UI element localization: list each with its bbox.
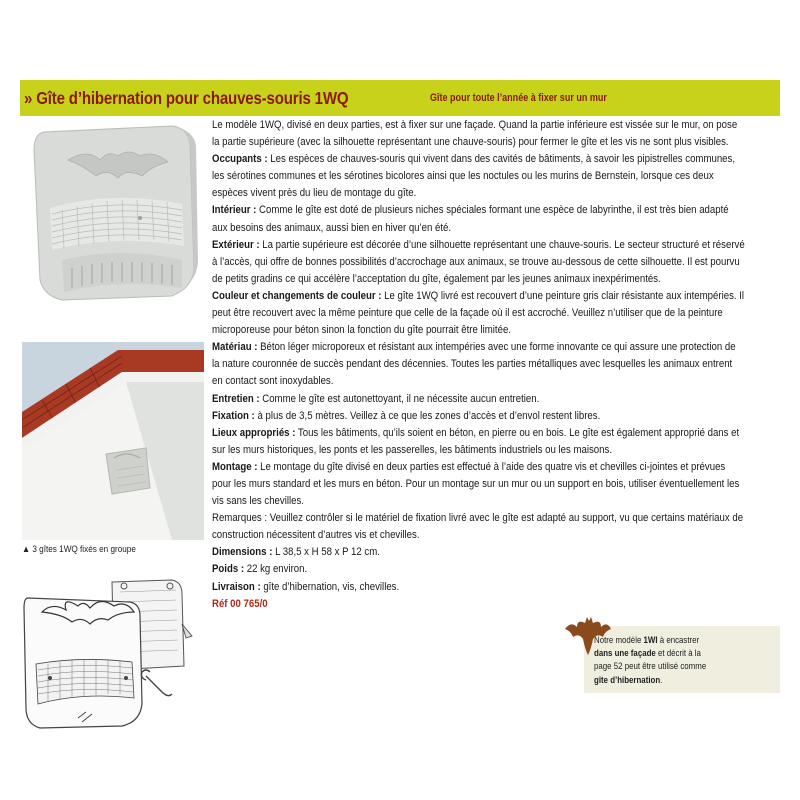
occupants-text: Les espèces de chauves-souris qui vivent dans des cavités de bâtiments, à savoir les pipistrelles communes, les sérotines communes et les sérotines bicolores ainsi que les noctules ou les murins de Bernstein, lorsque ces deux espèces vivent près du lieu de montage du gîte. bbox=[212, 153, 736, 200]
note-model-name: 1WI bbox=[643, 635, 658, 646]
dimensions-paragraph bbox=[212, 544, 745, 561]
note-line-1-end: à encastrer bbox=[657, 635, 700, 646]
note-line-2-text: et décrit à la bbox=[655, 648, 701, 660]
exterieur-label: Extérieur : bbox=[212, 238, 260, 251]
note-text bbox=[594, 634, 777, 687]
dimensions-label: Dimensions : bbox=[212, 546, 273, 559]
intro-paragraph: Le modèle 1WQ, divisé en deux parties, est à fixer sur une façade. Quand la partie inférieure est vissée sur le mur, on pose la partie supérieure (avec la silhouette représentant une chauve-souris) pour fermer le gîte et les vis ne sont plus visibles. bbox=[212, 119, 738, 149]
product-photo bbox=[22, 120, 204, 310]
lieux-paragraph bbox=[212, 425, 745, 459]
entretien-text: Comme le gîte est autonettoyant, il ne nécessite aucun entretien. bbox=[259, 392, 540, 405]
materiau-paragraph bbox=[212, 339, 745, 390]
page-subtitle: Gîte pour toute l’année à fixer sur un mur bbox=[430, 92, 607, 104]
livraison-label: Livraison : bbox=[212, 580, 261, 593]
poids-text: 22 kg environ. bbox=[244, 563, 308, 576]
exterieur-text: La partie supérieure est décorée d’une silhouette représentant une chauve-souris. Le secteur structuré et réservé à l’accès, qui offre de bonnes possibilités d’accrochage aux animaux, se trouve au-dessous de cette silhouette. Il est pourvu de petits gradins ce qui accélère l’acceptation du gîte, également par les jeunes animaux inexpérimentés. bbox=[212, 238, 745, 285]
note-line-2-bold: dans une façade bbox=[594, 648, 656, 660]
lieux-label: Lieux appropriés : bbox=[212, 426, 296, 439]
materiau-label: Matériau : bbox=[212, 341, 258, 354]
fixation-label: Fixation : bbox=[212, 409, 255, 422]
occupants-label: Occupants : bbox=[212, 153, 268, 166]
montage-paragraph bbox=[212, 459, 745, 510]
page-title: » Gîte d’hibernation pour chauves-souris 1WQ bbox=[24, 87, 349, 108]
interieur-paragraph bbox=[212, 202, 745, 236]
note-line-4 bbox=[594, 674, 777, 687]
note-line-3: page 52 peut être utilisé comme bbox=[594, 661, 707, 673]
remarques-paragraph: Remarques : Veuillez contrôler si le matériel de fixation livré avec le gîte est adapté au support, vu que certains matériaux de construction nécessitent d’autres vis et chevilles. bbox=[212, 512, 744, 542]
occupants-paragraph bbox=[212, 151, 745, 202]
dimensions-text: L 38,5 x H 58 x P 12 cm. bbox=[272, 546, 380, 559]
note-line-4-bold: gîte d’hibernation bbox=[594, 674, 661, 686]
fixation-text: à plus de 3,5 mètres. Veillez à ce que les zones d’accès et d’envol restent libres. bbox=[254, 409, 601, 422]
couleur-label: Couleur et changements de couleur : bbox=[212, 289, 382, 302]
note-line-1-text: Notre modèle bbox=[594, 635, 644, 646]
materiau-text: Béton léger microporeux et résistant aux intempéries avec une forme innovante ce qui assure une protection de la nature couronnée de succès pendant des décennies. Toutes les parties métalliques avec lesquelles les animaux entrent en contact sont inoxydables. bbox=[212, 341, 736, 388]
installation-drawing bbox=[22, 572, 204, 734]
livraison-text: gîte d’hibernation, vis, chevilles. bbox=[260, 580, 400, 593]
interieur-text: Comme le gîte est doté de plusieurs niches spéciales formant une espèce de labyrinthe, il est très bien adapté aux besoins des animaux, aussi bien en hiver qu’en été. bbox=[212, 204, 729, 234]
description-text bbox=[212, 117, 745, 613]
header-bar bbox=[20, 80, 780, 116]
poids-label: Poids : bbox=[212, 563, 245, 576]
livraison-paragraph bbox=[212, 579, 745, 596]
product-reference: Réf 00 765/0 bbox=[212, 597, 268, 610]
couleur-text: Le gîte 1WQ livré est recouvert d’une peinture gris clair résistante aux intempéries. Il peut être recouvert avec la même peinture que celle de la façade où il est accroché. Veuillez n’utiliser que de la peinture microporeuse pour béton sinon la fonction du gîte pourrait être limitée. bbox=[212, 289, 745, 337]
montage-text: Le montage du gîte divisé en deux parties est effectué à l’aide des quatre vis et chevilles ci-jointes et prévues pour les murs standard et les murs en béton. Pour un montage sur un mur ou un support en bois, utiliser éventuellement les vis sans les chevilles. bbox=[212, 460, 740, 508]
lieux-text: Tous les bâtiments, qu’ils soient en béton, en pierre ou en bois. Le gîte est également approprié dans et sur les murs historiques, les ponts et les passerelles, les bâtiments industriels ou les maisons. bbox=[212, 426, 740, 456]
house-photo bbox=[22, 342, 204, 540]
entretien-paragraph bbox=[212, 391, 745, 408]
photo-caption: ▲ 3 gîtes 1WQ fixés en groupe bbox=[22, 544, 136, 555]
interieur-label: Intérieur : bbox=[212, 204, 257, 217]
fixation-paragraph bbox=[212, 408, 745, 425]
note-line-1 bbox=[594, 634, 777, 647]
poids-paragraph bbox=[212, 561, 745, 578]
couleur-paragraph bbox=[212, 288, 745, 339]
exterieur-paragraph bbox=[212, 237, 745, 288]
montage-label: Montage : bbox=[212, 460, 258, 473]
note-line-4-end: . bbox=[660, 674, 663, 686]
entretien-label: Entretien : bbox=[212, 392, 260, 405]
note-line-2 bbox=[594, 647, 777, 660]
